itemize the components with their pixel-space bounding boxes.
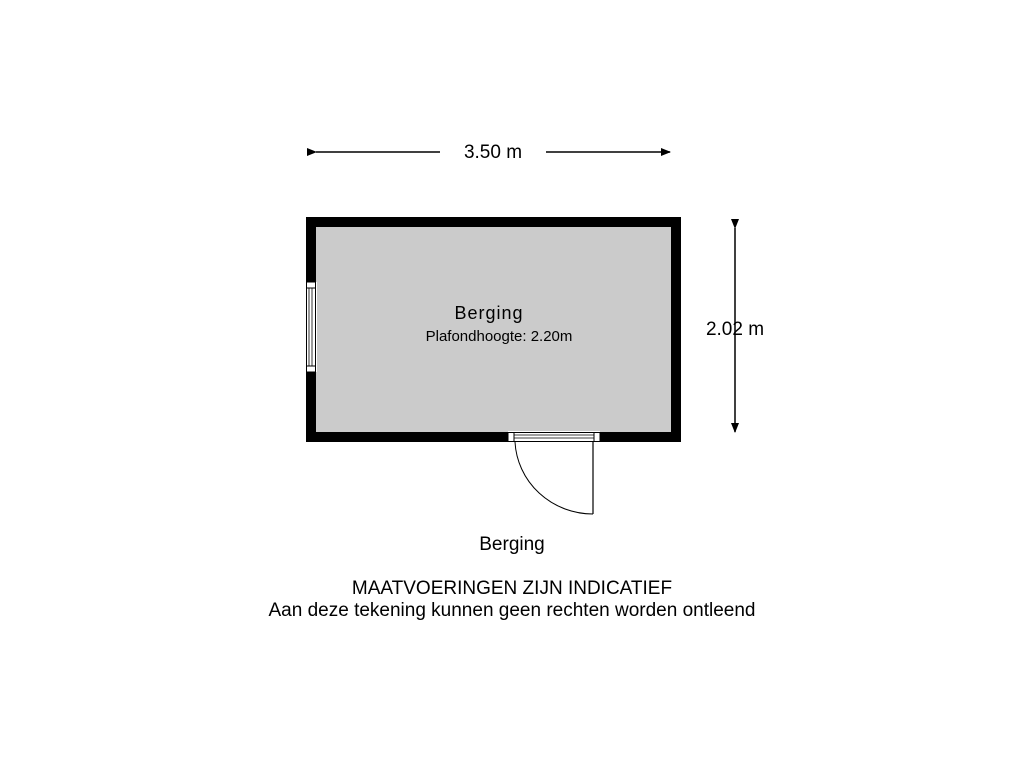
disclaimer-title: MAATVOERINGEN ZIJN INDICATIEF	[351, 578, 673, 599]
window-left-wall	[305, 282, 317, 372]
door-opening	[508, 431, 600, 443]
height-dimension-label: 2.02 m	[705, 319, 765, 340]
door-swing	[515, 442, 593, 514]
floor-name-label: Berging	[479, 534, 545, 555]
width-dimension-label: 3.50 m	[440, 141, 546, 165]
room-name-label: Berging	[454, 303, 524, 323]
ceiling-height-label: Plafondhoogte: 2.20m	[425, 328, 573, 345]
disclaimer-text: Aan deze tekening kunnen geen rechten worden ontleend	[268, 600, 756, 621]
